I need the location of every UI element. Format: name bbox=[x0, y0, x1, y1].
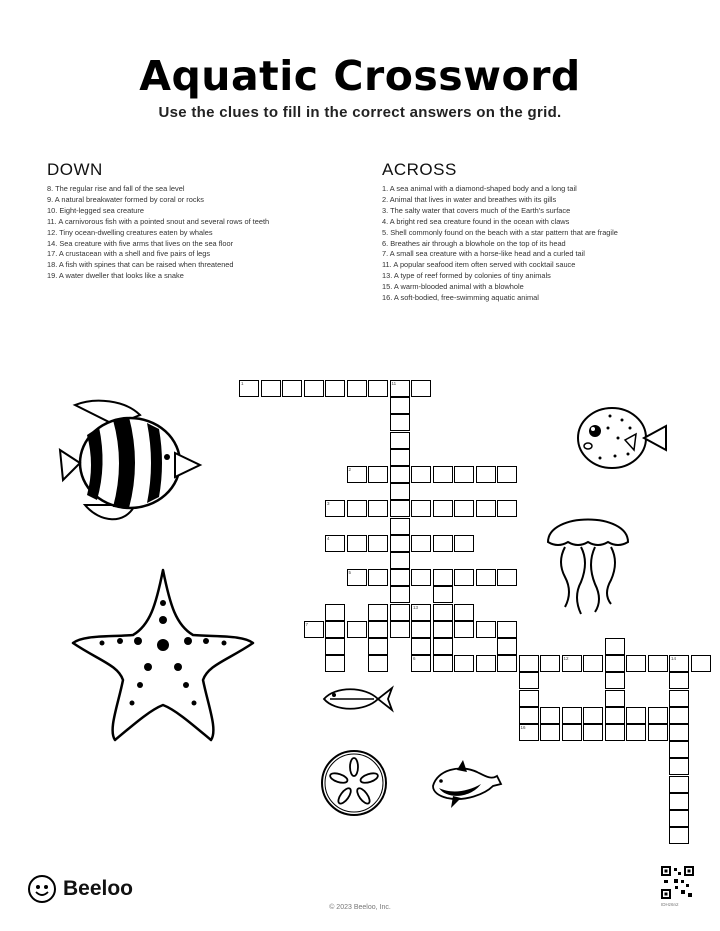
grid-cell[interactable] bbox=[368, 569, 388, 586]
grid-cell-number: 5 bbox=[348, 570, 352, 576]
grid-cell[interactable] bbox=[626, 655, 646, 672]
grid-cell[interactable] bbox=[648, 724, 668, 741]
grid-cell[interactable] bbox=[476, 621, 496, 638]
grid-cell[interactable] bbox=[669, 655, 689, 672]
grid-cell[interactable] bbox=[669, 758, 689, 775]
clue-down-10: 10. Eight-legged sea creature bbox=[47, 205, 144, 215]
grid-cell[interactable] bbox=[519, 672, 539, 689]
grid-cell[interactable] bbox=[497, 466, 517, 483]
grid-cell[interactable] bbox=[411, 638, 431, 655]
grid-cell[interactable] bbox=[390, 380, 410, 397]
grid-cell[interactable] bbox=[433, 586, 453, 603]
grid-cell[interactable] bbox=[368, 621, 388, 638]
grid-cell[interactable] bbox=[669, 827, 689, 844]
grid-cell[interactable] bbox=[433, 604, 453, 621]
grid-cell[interactable] bbox=[519, 724, 539, 741]
grid-cell[interactable] bbox=[562, 707, 582, 724]
grid-cell[interactable] bbox=[368, 638, 388, 655]
grid-cell[interactable] bbox=[454, 569, 474, 586]
clue-down-11: 11. A carnivorous fish with a pointed snout and several rows of teeth bbox=[47, 216, 270, 226]
grid-cell[interactable] bbox=[325, 621, 345, 638]
grid-cell[interactable] bbox=[347, 500, 367, 517]
clue-across-1: 1. A sea animal with a diamond-shaped body and a long tail bbox=[382, 184, 577, 193]
tuna-illustration bbox=[320, 680, 395, 718]
clue-down-14: 14. Sea creature with five arms that lives on the sea floor bbox=[47, 238, 234, 248]
grid-cell[interactable] bbox=[390, 552, 410, 569]
grid-cell[interactable] bbox=[669, 690, 689, 707]
grid-cell[interactable] bbox=[669, 707, 689, 724]
grid-cell[interactable] bbox=[562, 724, 582, 741]
grid-cell[interactable] bbox=[497, 638, 517, 655]
grid-cell[interactable] bbox=[433, 621, 453, 638]
grid-cell[interactable] bbox=[325, 380, 345, 397]
grid-cell[interactable] bbox=[497, 621, 517, 638]
grid-cell[interactable] bbox=[368, 535, 388, 552]
grid-cell-number: 13 bbox=[413, 604, 419, 610]
grid-cell[interactable] bbox=[347, 535, 367, 552]
grid-cell[interactable] bbox=[411, 604, 431, 621]
grid-cell[interactable] bbox=[669, 776, 689, 793]
grid-cell[interactable] bbox=[390, 483, 410, 500]
jellyfish-illustration bbox=[543, 502, 633, 617]
grid-cell[interactable] bbox=[433, 655, 453, 672]
grid-cell[interactable] bbox=[390, 397, 410, 414]
grid-cell[interactable] bbox=[519, 690, 539, 707]
grid-cell[interactable] bbox=[239, 380, 259, 397]
grid-cell-number: 3 bbox=[327, 501, 330, 507]
starfish-illustration bbox=[68, 565, 258, 745]
grid-cell-number: 7 bbox=[305, 621, 309, 627]
clue-down-17: 17. A crustacean with a shell and five pairs of legs bbox=[47, 249, 211, 259]
grid-cell-number: 1 bbox=[241, 381, 244, 386]
product-code: IDHz6n2 bbox=[661, 902, 679, 907]
grid-cell[interactable] bbox=[476, 655, 496, 672]
grid-cell[interactable] bbox=[605, 724, 625, 741]
grid-cell[interactable] bbox=[368, 604, 388, 621]
grid-cell[interactable] bbox=[433, 500, 453, 517]
clue-across-3: 3. The salty water that covers much of the Earth's surface bbox=[382, 205, 571, 215]
down-clues bbox=[47, 160, 297, 282]
grid-cell[interactable] bbox=[454, 655, 474, 672]
grid-cell[interactable] bbox=[390, 432, 410, 449]
grid-cell[interactable] bbox=[476, 466, 496, 483]
grid-cell[interactable] bbox=[390, 535, 410, 552]
grid-cell[interactable] bbox=[411, 655, 431, 672]
across-clues bbox=[382, 160, 642, 304]
grid-cell[interactable] bbox=[325, 535, 345, 552]
grid-cell[interactable] bbox=[411, 380, 431, 397]
grid-cell[interactable] bbox=[583, 724, 603, 741]
clue-across-15: 15. A warm-blooded animal with a blowhole bbox=[382, 282, 524, 292]
brand-name: Beeloo bbox=[63, 877, 134, 900]
grid-cell[interactable] bbox=[605, 672, 625, 689]
grid-cell[interactable] bbox=[583, 707, 603, 724]
grid-cell[interactable] bbox=[433, 535, 453, 552]
grid-cell[interactable] bbox=[390, 604, 410, 621]
bee-icon bbox=[27, 874, 57, 904]
page-subtitle: Use the clues to fill in the correct answers on the grid. bbox=[158, 104, 562, 121]
grid-cell[interactable] bbox=[390, 466, 410, 483]
grid-cell[interactable] bbox=[648, 707, 668, 724]
dolphin-illustration bbox=[425, 758, 505, 813]
grid-cell[interactable] bbox=[261, 380, 281, 397]
grid-cell[interactable] bbox=[583, 655, 603, 672]
grid-cell[interactable] bbox=[390, 569, 410, 586]
grid-cell[interactable] bbox=[411, 500, 431, 517]
grid-cell-number: 12 bbox=[563, 656, 569, 662]
grid-cell[interactable] bbox=[433, 569, 453, 586]
grid-cell[interactable] bbox=[605, 707, 625, 724]
grid-cell[interactable] bbox=[626, 724, 646, 741]
grid-cell[interactable] bbox=[304, 380, 324, 397]
clue-across-16: 16. A soft-bodied, free-swimming aquatic animal bbox=[382, 293, 539, 303]
clue-down-9: 9. A natural breakwater formed by coral or rocks bbox=[47, 194, 204, 204]
qr-code-icon[interactable] bbox=[661, 866, 694, 899]
grid-cell[interactable] bbox=[540, 655, 560, 672]
clue-across-7: 7. A small sea creature with a horse-like head and a curled tail bbox=[382, 249, 585, 259]
angelfish-illustration bbox=[55, 395, 205, 530]
grid-cell[interactable] bbox=[325, 638, 345, 655]
clue-across-5: 5. Shell commonly found on the beach with a star pattern that are fragile bbox=[382, 227, 618, 237]
grid-cell[interactable] bbox=[433, 638, 453, 655]
grid-cell[interactable] bbox=[540, 707, 560, 724]
grid-cell[interactable] bbox=[368, 380, 388, 397]
grid-cell[interactable] bbox=[497, 500, 517, 517]
clue-down-8: 8. The regular rise and fall of the sea level bbox=[47, 184, 185, 193]
grid-cell[interactable] bbox=[411, 569, 431, 586]
clue-across-4: 4. A bright red sea creature found in the ocean with claws bbox=[382, 216, 570, 226]
grid-cell[interactable] bbox=[325, 604, 345, 621]
page-title: Aquatic Crossword bbox=[139, 52, 581, 100]
grid-cell-number: 11 bbox=[391, 381, 397, 386]
clue-down-19: 19. A water dweller that looks like a snake bbox=[47, 271, 184, 281]
grid-cell[interactable] bbox=[669, 672, 689, 689]
sand-dollar-illustration bbox=[318, 747, 390, 819]
grid-cell[interactable] bbox=[347, 380, 367, 397]
grid-cell[interactable] bbox=[669, 724, 689, 741]
grid-cell[interactable] bbox=[390, 621, 410, 638]
grid-cell[interactable] bbox=[454, 466, 474, 483]
grid-cell[interactable] bbox=[454, 604, 474, 621]
down-heading: DOWN bbox=[47, 160, 103, 179]
grid-cell[interactable] bbox=[540, 724, 560, 741]
grid-cell[interactable] bbox=[368, 655, 388, 672]
grid-cell[interactable] bbox=[497, 569, 517, 586]
grid-cell[interactable] bbox=[669, 741, 689, 758]
clue-across-11: 11. A popular seafood item often served with cocktail sauce bbox=[382, 260, 576, 270]
grid-cell-number: 16 bbox=[520, 725, 526, 730]
grid-cell[interactable] bbox=[411, 621, 431, 638]
grid-cell[interactable] bbox=[390, 500, 410, 517]
grid-cell[interactable] bbox=[390, 449, 410, 466]
clue-down-12: 12. Tiny ocean-dwelling creatures eaten by whales bbox=[47, 227, 213, 237]
clue-across-2: 2. Animal that lives in water and breathes with its gills bbox=[382, 194, 557, 204]
grid-cell[interactable] bbox=[390, 586, 410, 603]
grid-cell[interactable] bbox=[626, 707, 646, 724]
grid-cell[interactable] bbox=[562, 655, 582, 672]
grid-cell-number: 4 bbox=[327, 535, 330, 541]
grid-cell[interactable] bbox=[325, 655, 345, 672]
grid-cell[interactable] bbox=[648, 655, 668, 672]
clue-down-18: 18. A fish with spines that can be raised when threatened bbox=[47, 260, 234, 270]
clue-across-6: 6. Breathes air through a blowhole on the top of its head bbox=[382, 238, 566, 248]
grid-cell[interactable] bbox=[669, 793, 689, 810]
grid-cell[interactable] bbox=[368, 500, 388, 517]
grid-cell[interactable] bbox=[347, 621, 367, 638]
grid-cell[interactable] bbox=[411, 535, 431, 552]
grid-cell[interactable] bbox=[433, 466, 453, 483]
across-heading: ACROSS bbox=[382, 160, 457, 179]
grid-cell[interactable] bbox=[454, 500, 474, 517]
grid-cell[interactable] bbox=[347, 466, 367, 483]
grid-cell-number: 6 bbox=[413, 656, 416, 662]
grid-cell[interactable] bbox=[476, 569, 496, 586]
grid-cell[interactable] bbox=[519, 707, 539, 724]
grid-cell[interactable] bbox=[454, 621, 474, 638]
grid-cell[interactable] bbox=[605, 638, 625, 655]
grid-cell[interactable] bbox=[691, 655, 711, 672]
grid-cell-number: 14 bbox=[671, 656, 677, 662]
grid-cell[interactable] bbox=[390, 518, 410, 535]
grid-cell[interactable] bbox=[390, 414, 410, 431]
grid-cell-number: 2 bbox=[348, 467, 352, 472]
grid-cell[interactable] bbox=[669, 810, 689, 827]
grid-cell[interactable] bbox=[325, 500, 345, 517]
grid-cell[interactable] bbox=[347, 569, 367, 586]
grid-cell[interactable] bbox=[282, 380, 302, 397]
grid-cell[interactable] bbox=[304, 621, 324, 638]
grid-cell[interactable] bbox=[497, 655, 517, 672]
clue-across-13: 13. A type of reef formed by colonies of tiny animals bbox=[382, 271, 551, 281]
grid-cell[interactable] bbox=[411, 466, 431, 483]
grid-cell[interactable] bbox=[368, 466, 388, 483]
grid-cell[interactable] bbox=[476, 500, 496, 517]
pufferfish-illustration bbox=[570, 398, 670, 478]
copyright-text: © 2023 Beeloo, Inc. bbox=[329, 904, 391, 911]
grid-cell[interactable] bbox=[605, 690, 625, 707]
grid-cell[interactable] bbox=[454, 535, 474, 552]
grid-cell[interactable] bbox=[605, 655, 625, 672]
beeloo-logo[interactable] bbox=[27, 874, 133, 904]
grid-cell[interactable] bbox=[519, 655, 539, 672]
